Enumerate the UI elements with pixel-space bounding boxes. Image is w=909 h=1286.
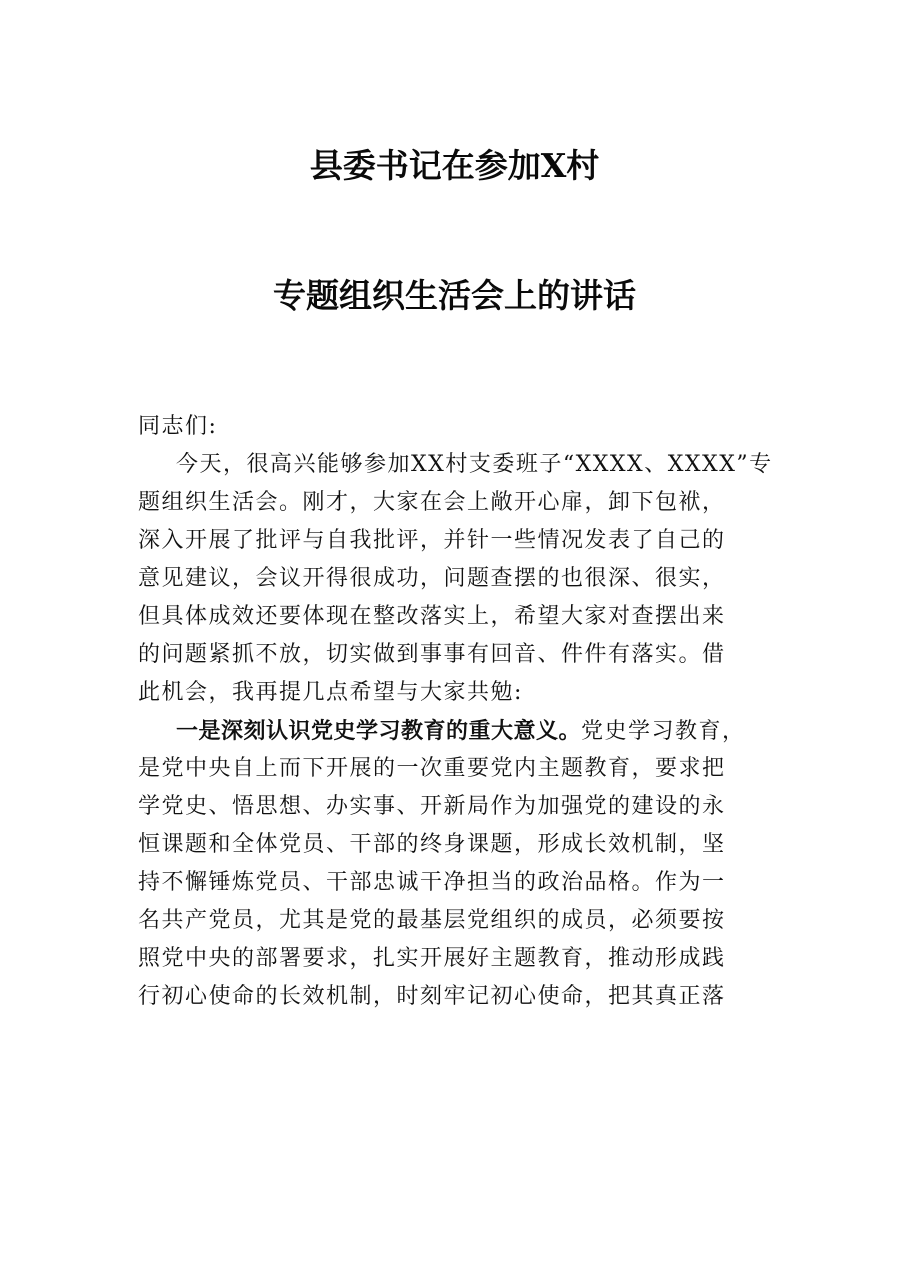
paragraph-line: 今天，很高兴能够参加XX村支委班子“XXXX、XXXX”专 — [176, 452, 773, 477]
document-title-line-2: 专题组织生活会上的讲话 — [273, 276, 636, 315]
paragraph-2 — [138, 712, 778, 1016]
salutation: 同志们: — [138, 414, 218, 439]
paragraph-first-line — [138, 712, 778, 750]
paragraph-line: 是党中央自上而下开展的一次重要党内主题教育，要求把 — [138, 756, 726, 781]
paragraph-line: 学党史、悟思想、办实事、开新局作为加强党的建设的永 — [138, 794, 726, 819]
paragraph-line: 题组织生活会。刚才，大家在会上敞开心扉，卸下包袱， — [138, 490, 726, 515]
paragraph-line: 恒课题和全体党员、干部的终身课题，形成长效机制，坚 — [138, 832, 726, 857]
paragraph-line: 深入开展了批评与自我批评，并针一些情况发表了自己的 — [138, 528, 726, 553]
paragraph-1 — [138, 446, 778, 712]
paragraph-line: 照党中央的部署要求，扎实开展好主题教育，推动形成践 — [138, 946, 726, 971]
paragraph-line-rest: 党史学习教育， — [581, 719, 746, 744]
paragraph-line: 意见建议，会议开得很成功，问题查摆的也很深、很实， — [138, 566, 726, 591]
paragraph-line: 的问题紧抓不放，切实做到事事有回音、件件有落实。借 — [138, 642, 726, 667]
document-body — [138, 408, 778, 1016]
document-title-line-1: 县委书记在参加X村 — [309, 146, 600, 185]
paragraph-line: 行初心使命的长效机制，时刻牢记初心使命，把其真正落 — [138, 984, 726, 1009]
paragraph-line: 持不懈锤炼党员、干部忠诚干净担当的政治品格。作为一 — [138, 870, 726, 895]
paragraph-heading: 一是深刻认识党史学习教育的重大意义。 — [176, 718, 582, 744]
paragraph-line: 但具体成效还要体现在整改落实上，希望大家对查摆出来 — [138, 604, 726, 629]
paragraph-line: 名共产党员，尤其是党的最基层党组织的成员，必须要按 — [138, 908, 726, 933]
paragraph-line: 此机会，我再提几点希望与大家共勉: — [138, 680, 523, 705]
